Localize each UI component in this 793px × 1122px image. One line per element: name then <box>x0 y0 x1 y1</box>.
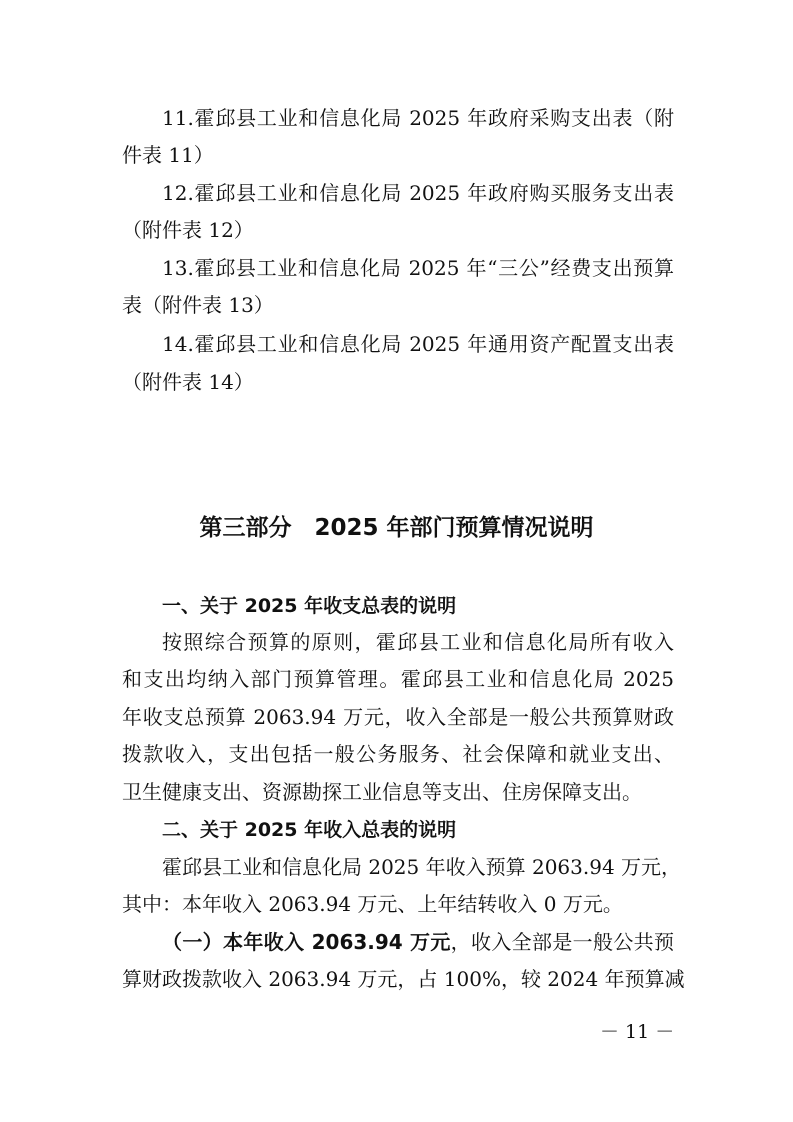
section2-para-rest: ，收入全部是一般公共预 <box>450 930 674 954</box>
section2-para-bold: （一）本年收入 2063.94 万元 <box>162 930 451 954</box>
list-item-11-line1: 11.霍邱县工业和信息化局 2025 年政府采购支出表（附 <box>162 106 674 130</box>
list-item-14-line1: 14.霍邱县工业和信息化局 2025 年通用资产配置支出表 <box>162 332 674 356</box>
part-title: 第三部分 2025 年部门预算情况说明 <box>199 515 594 541</box>
section1-heading: 一、关于 2025 年收支总表的说明 <box>162 595 457 617</box>
section2-para-line1 <box>162 927 674 957</box>
section1-line1: 按照综合预算的原则，霍邱县工业和信息化局所有收入 <box>162 630 674 654</box>
list-item-14-line2: （附件表 14） <box>122 370 254 394</box>
list-item-13-line2: 表（附件表 13） <box>122 293 274 317</box>
list-item-12-line1: 12.霍邱县工业和信息化局 2025 年政府购买服务支出表 <box>162 181 674 205</box>
list-item-11-line2: 件表 11） <box>122 143 214 167</box>
page-number: － 11 － <box>600 1021 675 1043</box>
section1-line5: 卫生健康支出、资源勘探工业信息等支出、住房保障支出。 <box>122 780 642 804</box>
section2-para-line2: 算财政拨款收入 2063.94 万元，占 100%，较 2024 年预算减 <box>122 967 685 991</box>
section1-line4: 拨款收入，支出包括一般公务服务、社会保障和就业支出、 <box>122 742 674 766</box>
section1-line3: 年收支总预算 2063.94 万元，收入全部是一般公共预算财政 <box>122 705 674 729</box>
section2-heading: 二、关于 2025 年收入总表的说明 <box>162 819 457 841</box>
section2-line2: 其中：本年收入 2063.94 万元、上年结转收入 0 万元。 <box>122 892 623 916</box>
section2-line1: 霍邱县工业和信息化局 2025 年收入预算 2063.94 万元， <box>162 855 682 879</box>
list-item-13-line1: 13.霍邱县工业和信息化局 2025 年“三公”经费支出预算 <box>162 256 674 280</box>
list-item-12-line2: （附件表 12） <box>122 218 254 242</box>
section1-line2: 和支出均纳入部门预算管理。霍邱县工业和信息化局 2025 <box>122 667 674 691</box>
